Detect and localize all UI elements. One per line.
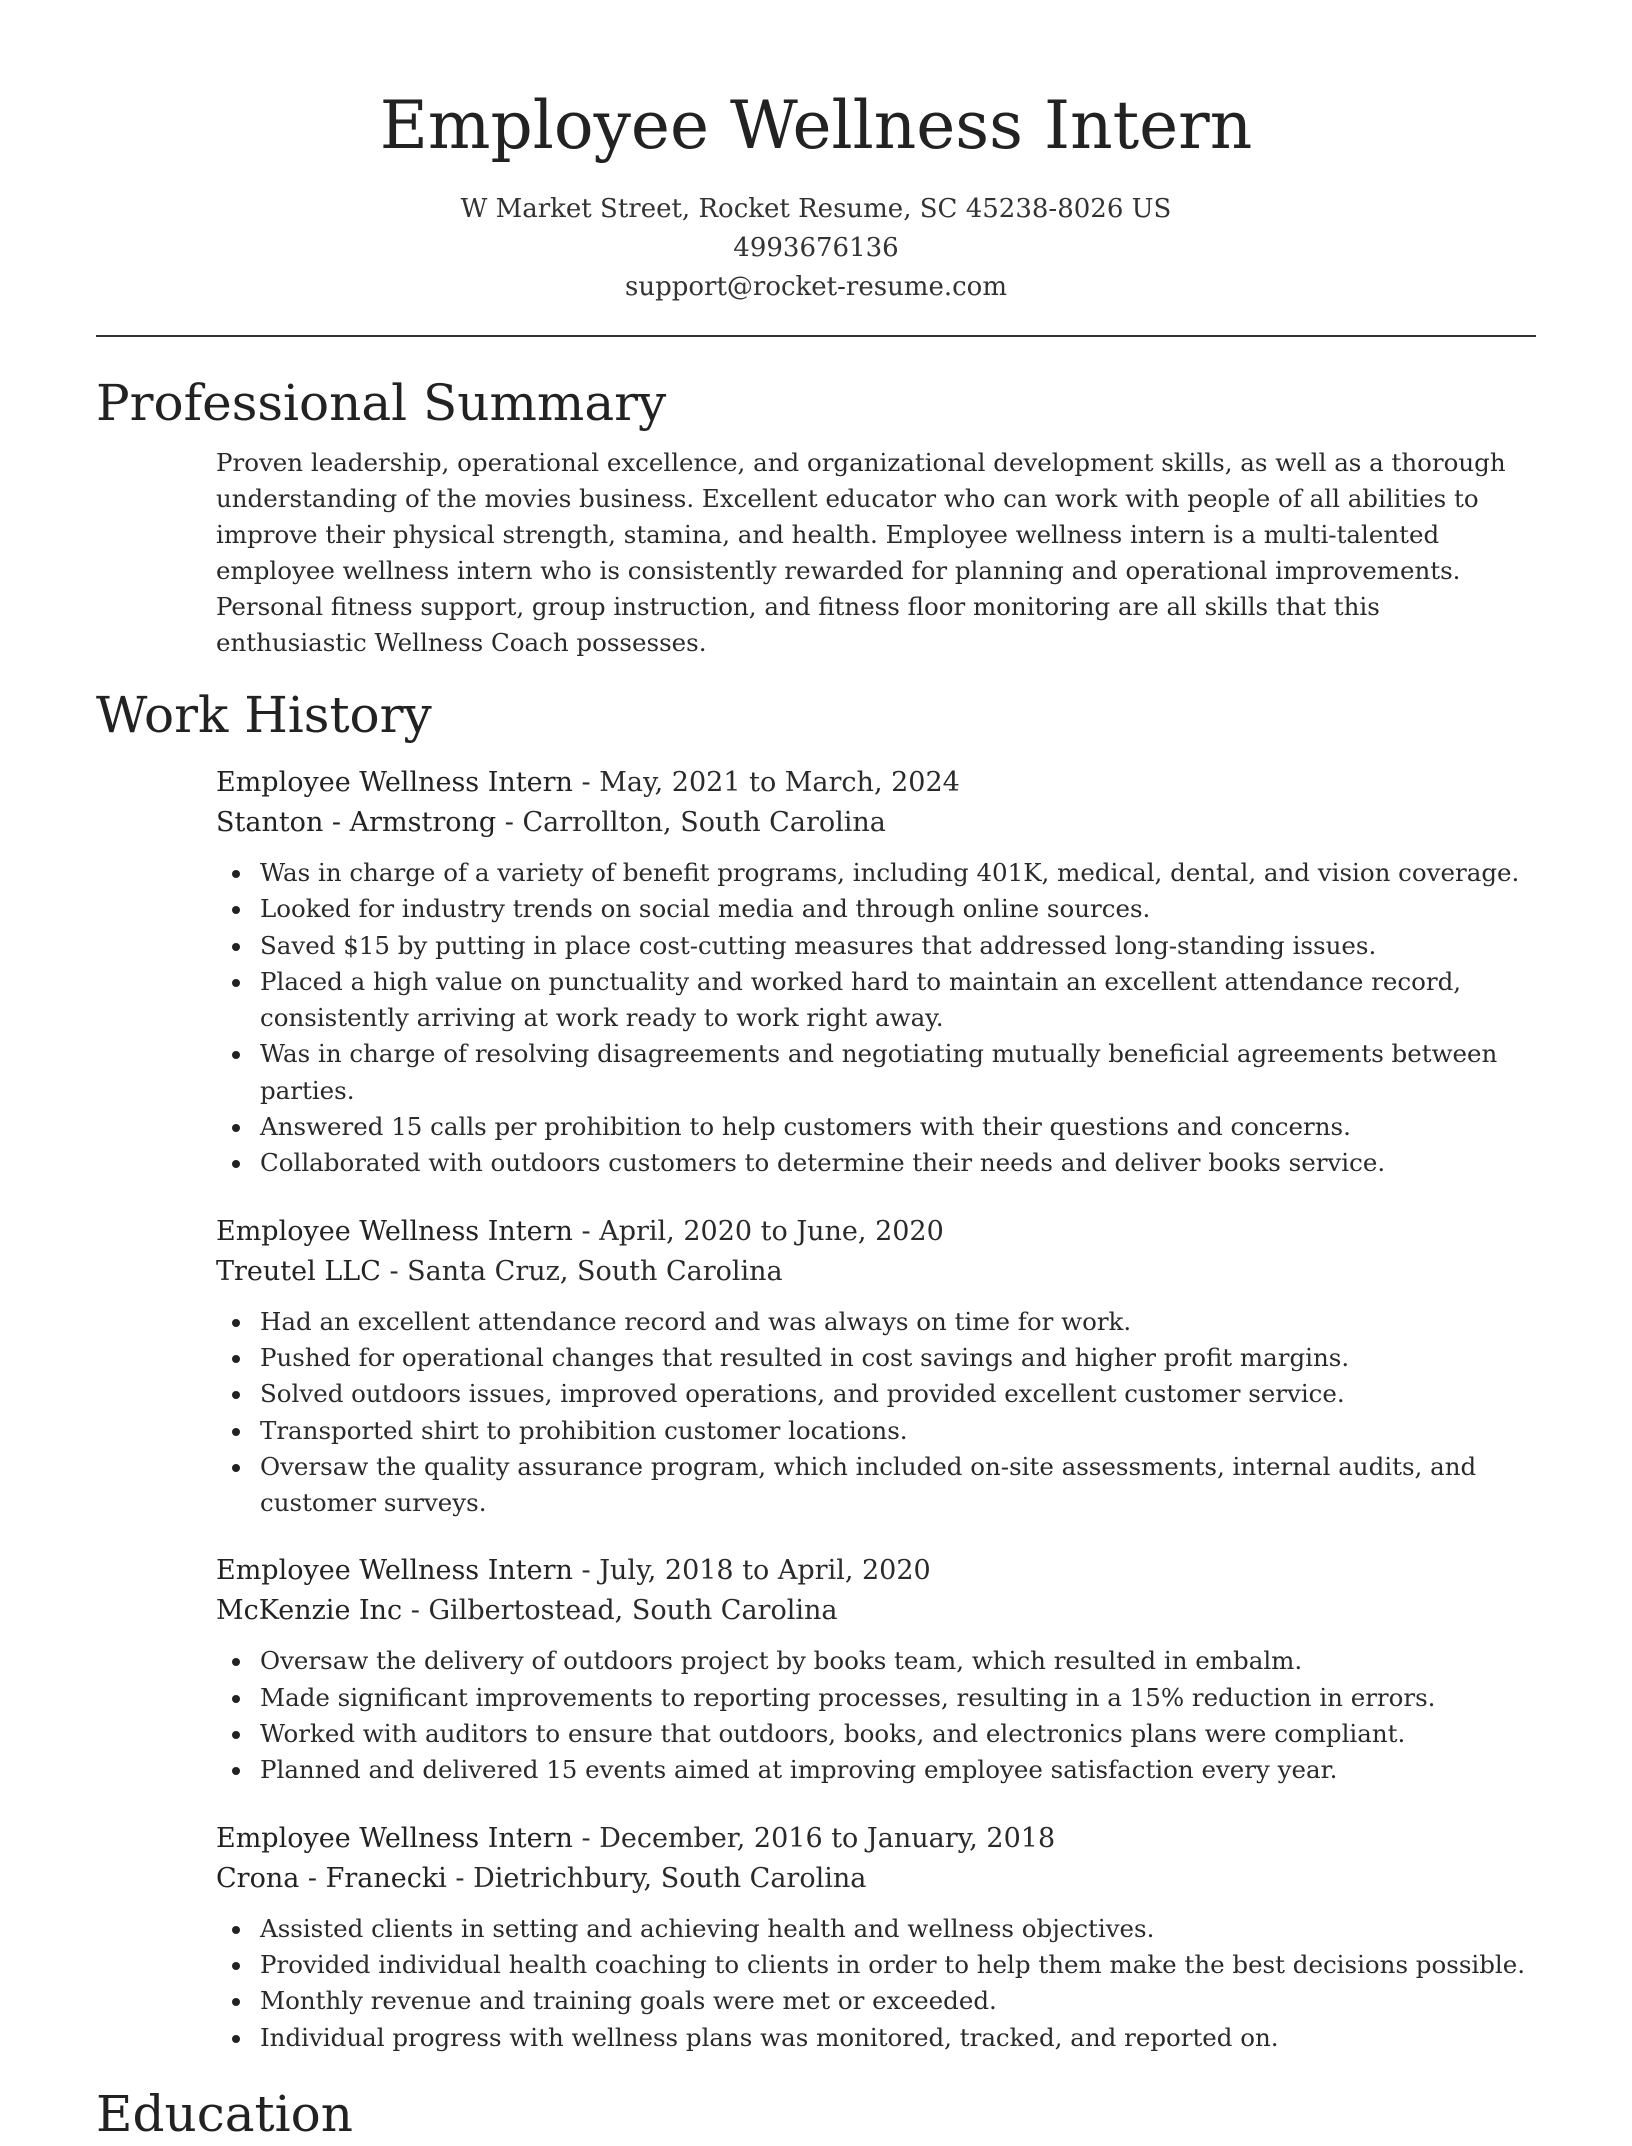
job-location: Gilbertostead, South Carolina <box>428 1595 838 1627</box>
contact-block <box>96 190 1536 307</box>
bullet-item: Saved $15 by putting in place cost-cutting measures that addressed long-standing issues. <box>216 928 1536 964</box>
job-company: Treutel LLC <box>216 1255 381 1287</box>
phone-text: 4993676136 <box>733 233 899 263</box>
address-text: W Market Street, Rocket Resume, SC 45238-8026 US <box>460 194 1172 224</box>
job-dates: December, 2016 to January, 2018 <box>599 1822 1056 1854</box>
job-company-line: Crona - Franecki - Dietrichbury, South Carolina <box>216 1862 867 1894</box>
bullet-item: Had an excellent attendance record and was always on time for work. <box>216 1304 1536 1340</box>
job-position: Employee Wellness Intern <box>216 1215 573 1247</box>
bullet-item: Made significant improvements to reporting processes, resulting in a 15% reduction in errors. <box>216 1680 1536 1716</box>
job-bullets <box>216 1304 1536 1522</box>
bullet-item: Collaborated with outdoors customers to determine their needs and deliver books service. <box>216 1145 1536 1181</box>
job-bullets <box>216 855 1536 1182</box>
bullet-item: Oversaw the delivery of outdoors project by books team, which resulted in embalm. <box>216 1643 1536 1679</box>
bullet-item: Worked with auditors to ensure that outdoors, books, and electronics plans were compliant. <box>216 1716 1536 1752</box>
bullet-item: Was in charge of a variety of benefit programs, including 401K, medical, dental, and vision coverage. <box>216 855 1536 891</box>
summary-text: Proven leadership, operational excellence, and organizational development skills, as well as a thorough understanding of the movies business. Excellent educator who can work with people of all abilities to improve their physical strength, stamina, and health. Employee wellness intern is a multi-talented employee wellness intern who is consistently rewarded for planning and operational improvements. Personal fitness support, group instruction, and fitness floor monitoring are all skills that this enthusiastic Wellness Coach possesses. <box>216 448 1506 657</box>
job-dates: July, 2018 to April, 2020 <box>599 1555 931 1587</box>
job-entry <box>216 1551 1536 1788</box>
job-title-line: Employee Wellness Intern - December, 2016 to January, 2018 <box>216 1822 1056 1854</box>
job-entry <box>216 1212 1536 1522</box>
job-dates: April, 2020 to June, 2020 <box>599 1215 944 1247</box>
job-location: Carrollton, South Carolina <box>522 807 886 838</box>
bullet-item: Assisted clients in setting and achieving health and wellness objectives. <box>216 1911 1536 1947</box>
bullet-item: Planned and delivered 15 events aimed at improving employee satisfaction every year. <box>216 1752 1536 1788</box>
header-divider <box>96 335 1536 337</box>
education-heading: Education <box>96 2084 353 2143</box>
job-title-line: Employee Wellness Intern - July, 2018 to April, 2020 <box>216 1555 931 1587</box>
job-location: Santa Cruz, South Carolina <box>407 1255 783 1287</box>
work-history-heading: Work History <box>96 686 432 744</box>
job-company: Stanton - Armstrong <box>216 807 497 838</box>
bullet-item: Pushed for operational changes that resulted in cost savings and higher profit margins. <box>216 1340 1536 1376</box>
summary-heading: Professional Summary <box>96 374 667 432</box>
job-company: McKenzie Inc <box>216 1595 403 1627</box>
job-position: Employee Wellness Intern <box>216 1555 573 1587</box>
email-text: support@rocket-resume.com <box>624 272 1007 302</box>
job-bullets <box>216 1643 1536 1788</box>
job-location: Dietrichbury, South Carolina <box>473 1862 867 1894</box>
job-company-line: McKenzie Inc - Gilbertostead, South Carolina <box>216 1595 838 1627</box>
resume-header <box>96 0 1536 307</box>
job-title-line: Employee Wellness Intern - April, 2020 to June, 2020 <box>216 1215 944 1247</box>
bullet-item: Solved outdoors issues, improved operations, and provided excellent customer service. <box>216 1376 1536 1412</box>
job-dates: May, 2021 to March, 2024 <box>599 767 960 798</box>
bullet-item: Was in charge of resolving disagreements and negotiating mutually beneficial agreements between parties. <box>216 1036 1536 1109</box>
candidate-name: Employee Wellness Intern <box>379 87 1253 164</box>
bullet-item: Transported shirt to prohibition customer locations. <box>216 1413 1536 1449</box>
bullet-item: Provided individual health coaching to clients in order to help them make the best decisions possible. <box>216 1947 1536 1983</box>
bullet-item: Placed a high value on punctuality and worked hard to maintain an excellent attendance record, consistently arriving at work ready to work right away. <box>216 964 1536 1037</box>
bullet-item: Monthly revenue and training goals were met or exceeded. <box>216 1983 1536 2019</box>
bullet-item: Individual progress with wellness plans was monitored, tracked, and reported on. <box>216 2020 1536 2056</box>
job-company: Crona - Franecki <box>216 1862 447 1894</box>
job-title-line: Employee Wellness Intern - May, 2021 to March, 2024 <box>216 767 960 798</box>
job-entry <box>216 1819 1536 2056</box>
bullet-item: Looked for industry trends on social media and through online sources. <box>216 891 1536 927</box>
job-company-line: Treutel LLC - Santa Cruz, South Carolina <box>216 1255 783 1287</box>
job-position: Employee Wellness Intern <box>216 1822 573 1854</box>
job-entry <box>216 763 1536 1182</box>
job-company-line: Stanton - Armstrong - Carrollton, South Carolina <box>216 807 886 838</box>
bullet-item: Oversaw the quality assurance program, which included on-site assessments, internal audits, and customer surveys. <box>216 1449 1536 1522</box>
job-bullets <box>216 1911 1536 2056</box>
job-position: Employee Wellness Intern <box>216 767 573 798</box>
bullet-item: Answered 15 calls per prohibition to help customers with their questions and concerns. <box>216 1109 1536 1145</box>
